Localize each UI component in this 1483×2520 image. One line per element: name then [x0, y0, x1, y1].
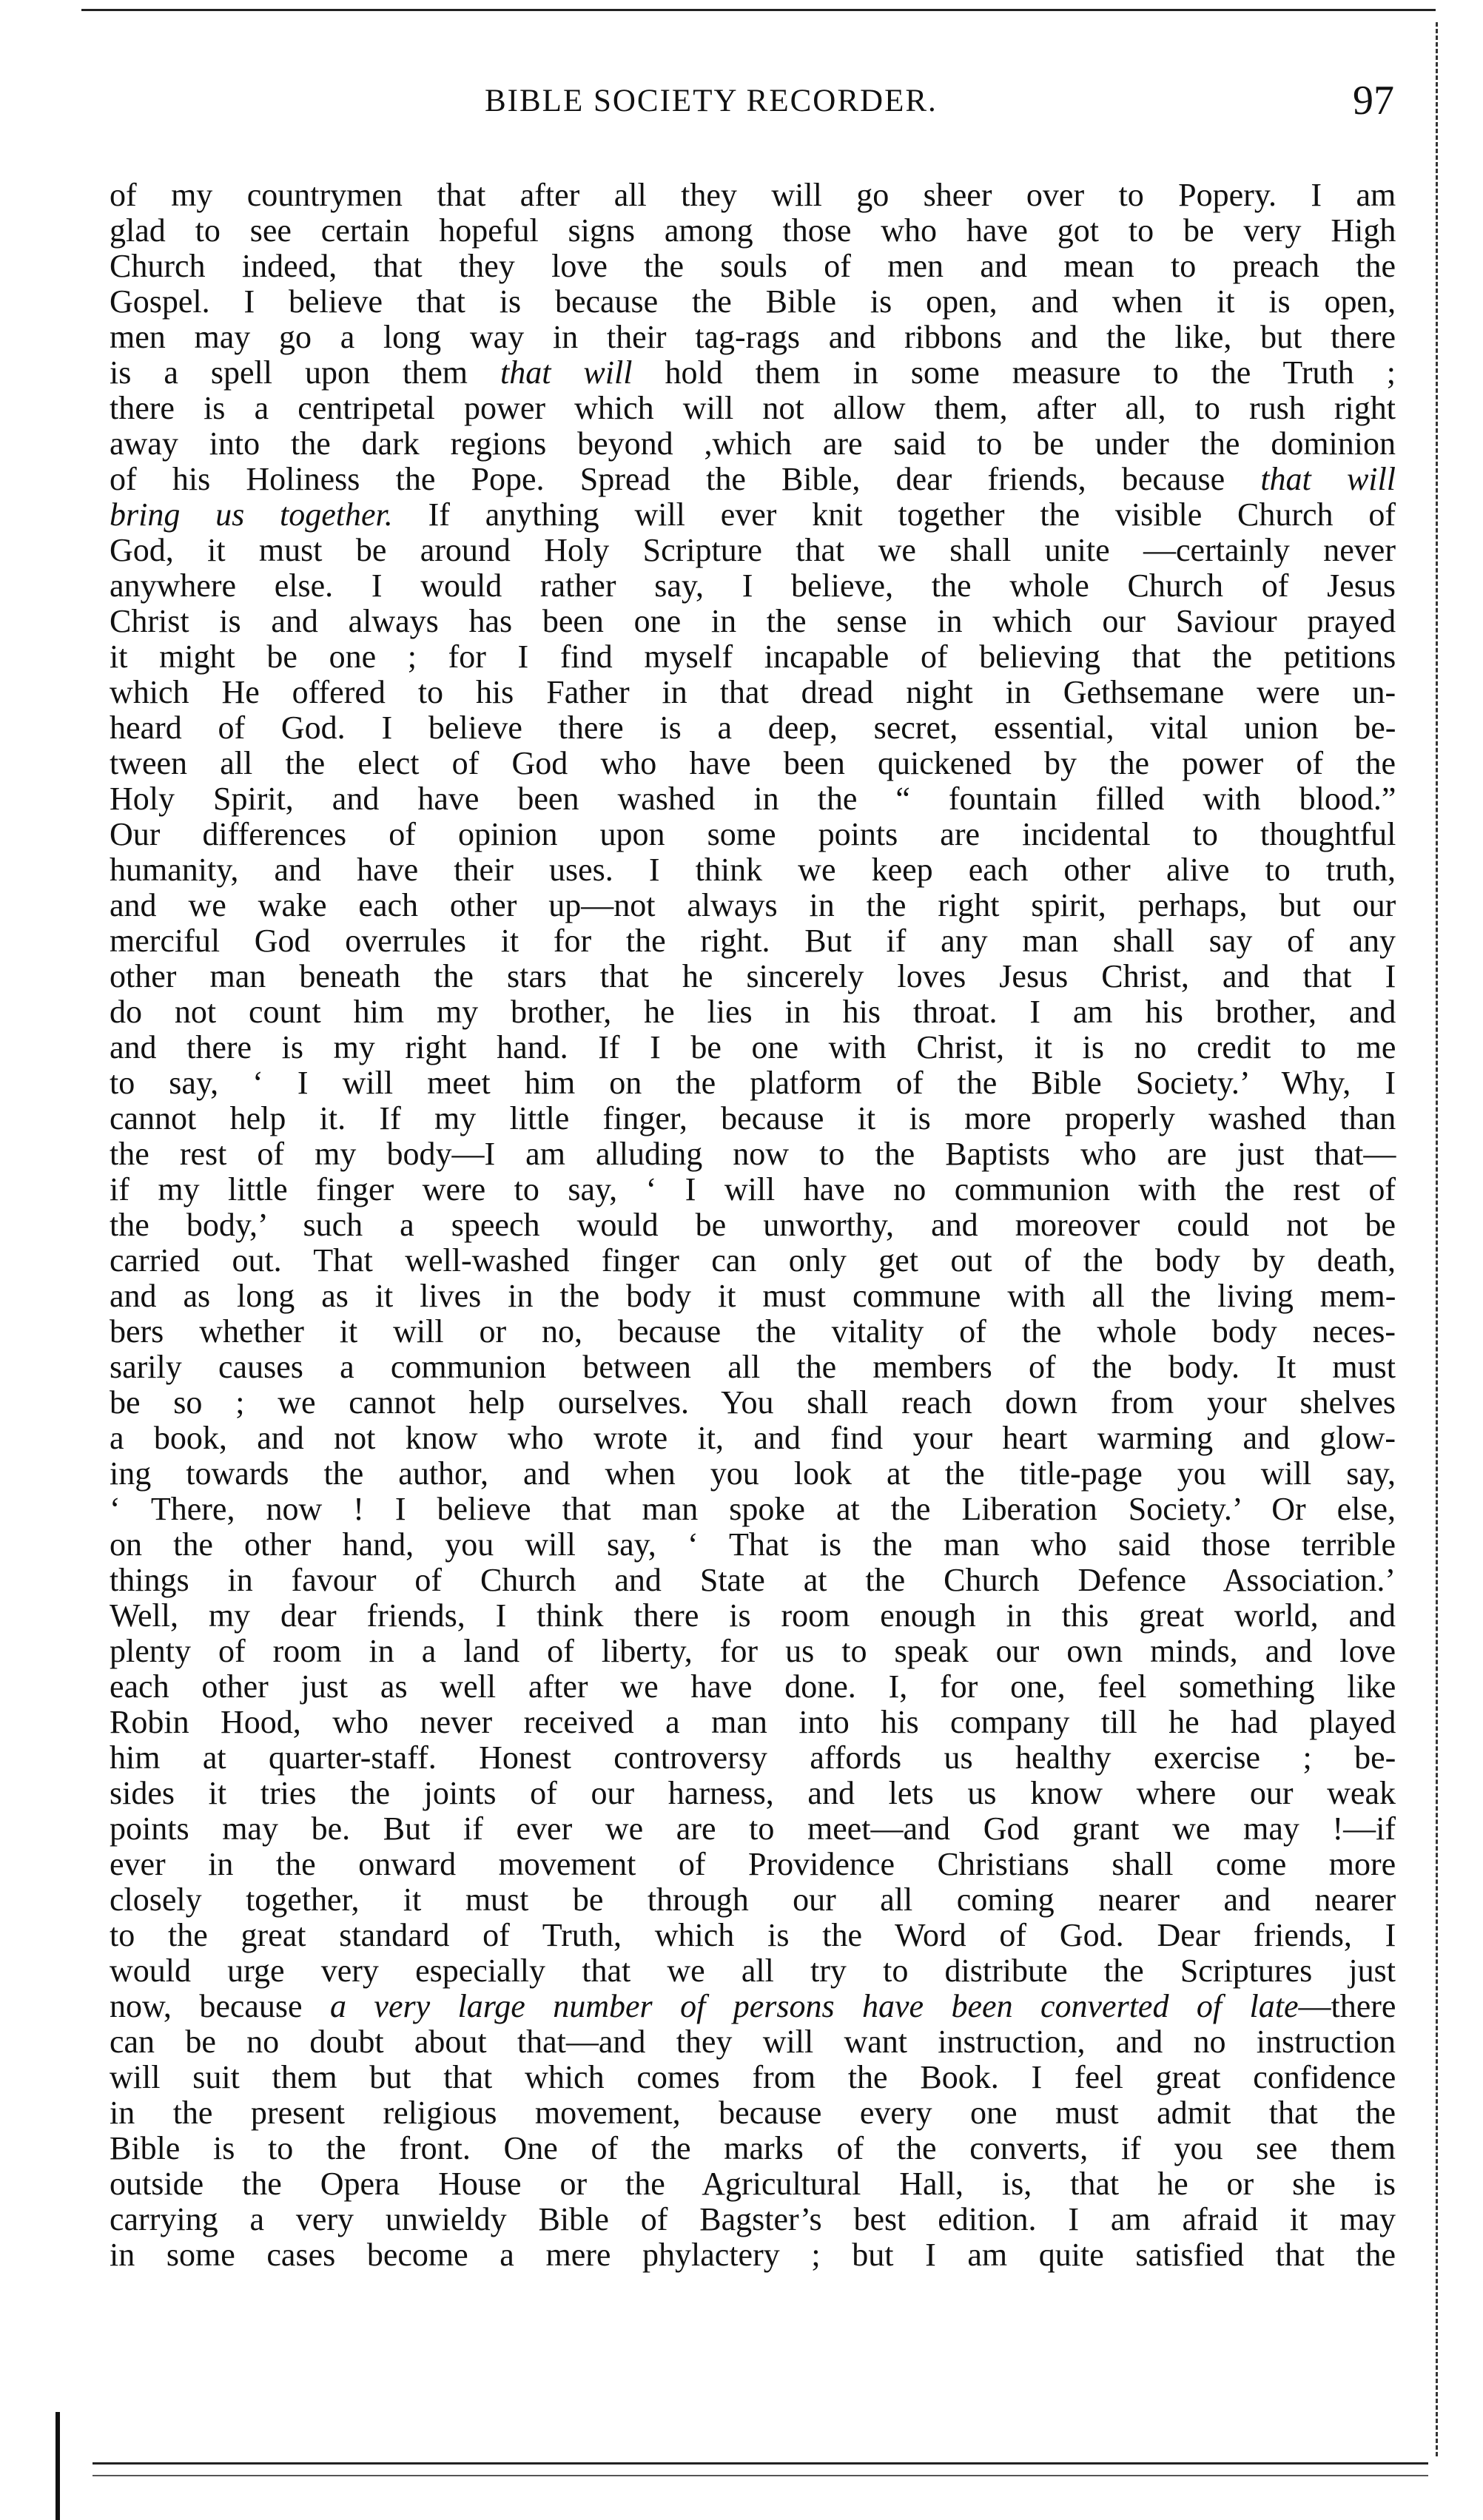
- text-line: to say, ‘ I will meet him on the platform of the Bible Society.’ Why, I: [110, 1065, 1396, 1101]
- text-line: other man beneath the stars that he sincerely loves Jesus Christ, and that I: [110, 958, 1396, 994]
- text-line: and we wake each other up—not always in the right spirit, perhaps, but our: [110, 887, 1396, 923]
- text-line: it might be one ; for I find myself incapable of believing that the petitions: [110, 639, 1396, 675]
- bottom-rule-thin: [93, 2475, 1428, 2476]
- text-line: if my little finger were to say, ‘ I will have no communion with the rest of: [110, 1171, 1396, 1207]
- text-line: Gospel. I believe that is because the Bible is open, and when it is open,: [110, 283, 1396, 320]
- text-line: Robin Hood, who never received a man into his company till he had played: [110, 1704, 1396, 1740]
- text-line: anywhere else. I would rather say, I believe, the whole Church of Jesus: [110, 567, 1396, 604]
- text-line: ‘ There, now ! I believe that man spoke at the Liberation Society.’ Or else,: [110, 1491, 1396, 1527]
- text-line: ever in the onward movement of Providence Christians shall come more: [110, 1846, 1396, 1882]
- text-line: a book, and not know who wrote it, and find your heart warming and glow-: [110, 1420, 1396, 1456]
- text-line: plenty of room in a land of liberty, for us to speak our own minds, and love: [110, 1633, 1396, 1669]
- text-line: bring us together. If anything will ever knit together the visible Church of: [110, 496, 1396, 533]
- text-line: points may be. But if ever we are to meet—and God grant we may !—if: [110, 1810, 1396, 1847]
- text-line: things in favour of Church and State at the Church Defence Association.’: [110, 1562, 1396, 1598]
- text-line: heard of God. I believe there is a deep, secret, essential, vital union be-: [110, 710, 1396, 746]
- text-line: of my countrymen that after all they will go sheer over to Popery. I am: [110, 177, 1396, 213]
- text-line: Church indeed, that they love the souls of men and mean to preach the: [110, 248, 1396, 284]
- text-line: each other just as well after we have done. I, for one, feel something like: [110, 1668, 1396, 1705]
- body-text: [110, 178, 1396, 2273]
- text-line: carried out. That well-washed finger can only get out of the body by death,: [110, 1242, 1396, 1278]
- text-line: in the present religious movement, because every one must admit that the: [110, 2095, 1396, 2131]
- text-line: humanity, and have their uses. I think we keep each other alive to truth,: [110, 852, 1396, 888]
- text-line: can be no doubt about that—and they will want instruction, and no instruction: [110, 2024, 1396, 2060]
- text-line: which He offered to his Father in that dread night in Gethsemane were un-: [110, 674, 1396, 710]
- bottom-rule: [93, 2462, 1428, 2465]
- running-head: BIBLE SOCIETY RECORDER.: [485, 84, 938, 118]
- text-line: sides it tries the joints of our harness, and lets us know where our weak: [110, 1775, 1396, 1811]
- text-line: ing towards the author, and when you look at the title-page you will say,: [110, 1455, 1396, 1492]
- text-line: in some cases become a mere phylactery ; but I am quite satisfied that the: [110, 2237, 1396, 2273]
- text-line: Bible is to the front. One of the marks of the converts, if you see them: [110, 2130, 1396, 2166]
- binding-edge-mark: [56, 2412, 60, 2520]
- text-line: is a spell upon them that will hold them in some measure to the Truth ;: [110, 354, 1396, 391]
- text-line: closely together, it must be through our all coming nearer and nearer: [110, 1881, 1396, 1918]
- text-line: would urge very especially that we all try to distribute the Scriptures just: [110, 1953, 1396, 1989]
- text-line: away into the dark regions beyond ,which are said to be under the dominion: [110, 425, 1396, 462]
- text-line: sarily causes a communion between all the members of the body. It must: [110, 1349, 1396, 1385]
- text-line: there is a centripetal power which will not allow them, after all, to rush right: [110, 390, 1396, 426]
- text-line: the rest of my body—I am alluding now to the Baptists who are just that—: [110, 1136, 1396, 1172]
- text-line: merciful God overrules it for the right. But if any man shall say of any: [110, 923, 1396, 959]
- text-line: on the other hand, you will say, ‘ That is the man who said those terrible: [110, 1526, 1396, 1563]
- text-line: tween all the elect of God who have been quickened by the power of the: [110, 745, 1396, 781]
- text-line: be so ; we cannot help ourselves. You shall reach down from your shelves: [110, 1384, 1396, 1421]
- text-line: Holy Spirit, and have been washed in the “ fountain filled with blood.”: [110, 781, 1396, 817]
- text-line: men may go a long way in their tag-rags and ribbons and the like, but there: [110, 319, 1396, 355]
- text-line: do not count him my brother, he lies in his throat. I am his brother, and: [110, 994, 1396, 1030]
- page-header: [0, 78, 1483, 135]
- text-line: God, it must be around Holy Scripture that we shall unite —certainly never: [110, 532, 1396, 568]
- text-line: to the great standard of Truth, which is the Word of God. Dear friends, I: [110, 1917, 1396, 1953]
- text-line: now, because a very large number of persons have been converted of late—there: [110, 1988, 1396, 2024]
- text-line: the body,’ such a speech would be unworthy, and moreover could not be: [110, 1207, 1396, 1243]
- right-margin-rule: [1436, 22, 1438, 2456]
- text-line: cannot help it. If my little finger, because it is more properly washed than: [110, 1100, 1396, 1136]
- text-line: Our differences of opinion upon some points are incidental to thoughtful: [110, 816, 1396, 852]
- page-number: 97: [1353, 78, 1394, 124]
- text-line: bers whether it will or no, because the vitality of the whole body neces-: [110, 1313, 1396, 1350]
- text-line: carrying a very unwieldy Bible of Bagster’s best edition. I am afraid it may: [110, 2201, 1396, 2237]
- text-line: outside the Opera House or the Agricultural Hall, is, that he or she is: [110, 2166, 1396, 2202]
- text-line: Well, my dear friends, I think there is room enough in this great world, and: [110, 1597, 1396, 1634]
- text-line: and there is my right hand. If I be one with Christ, it is no credit to me: [110, 1029, 1396, 1065]
- text-line: will suit them but that which comes from the Book. I feel great confidence: [110, 2059, 1396, 2095]
- text-line: and as long as it lives in the body it must commune with all the living mem-: [110, 1278, 1396, 1314]
- top-rule: [81, 9, 1436, 11]
- text-line: him at quarter-staff. Honest controversy affords us healthy exercise ; be-: [110, 1739, 1396, 1776]
- text-line: of his Holiness the Pope. Spread the Bible, dear friends, because that will: [110, 461, 1396, 497]
- text-line: glad to see certain hopeful signs among those who have got to be very High: [110, 212, 1396, 249]
- text-line: Christ is and always has been one in the sense in which our Saviour prayed: [110, 603, 1396, 639]
